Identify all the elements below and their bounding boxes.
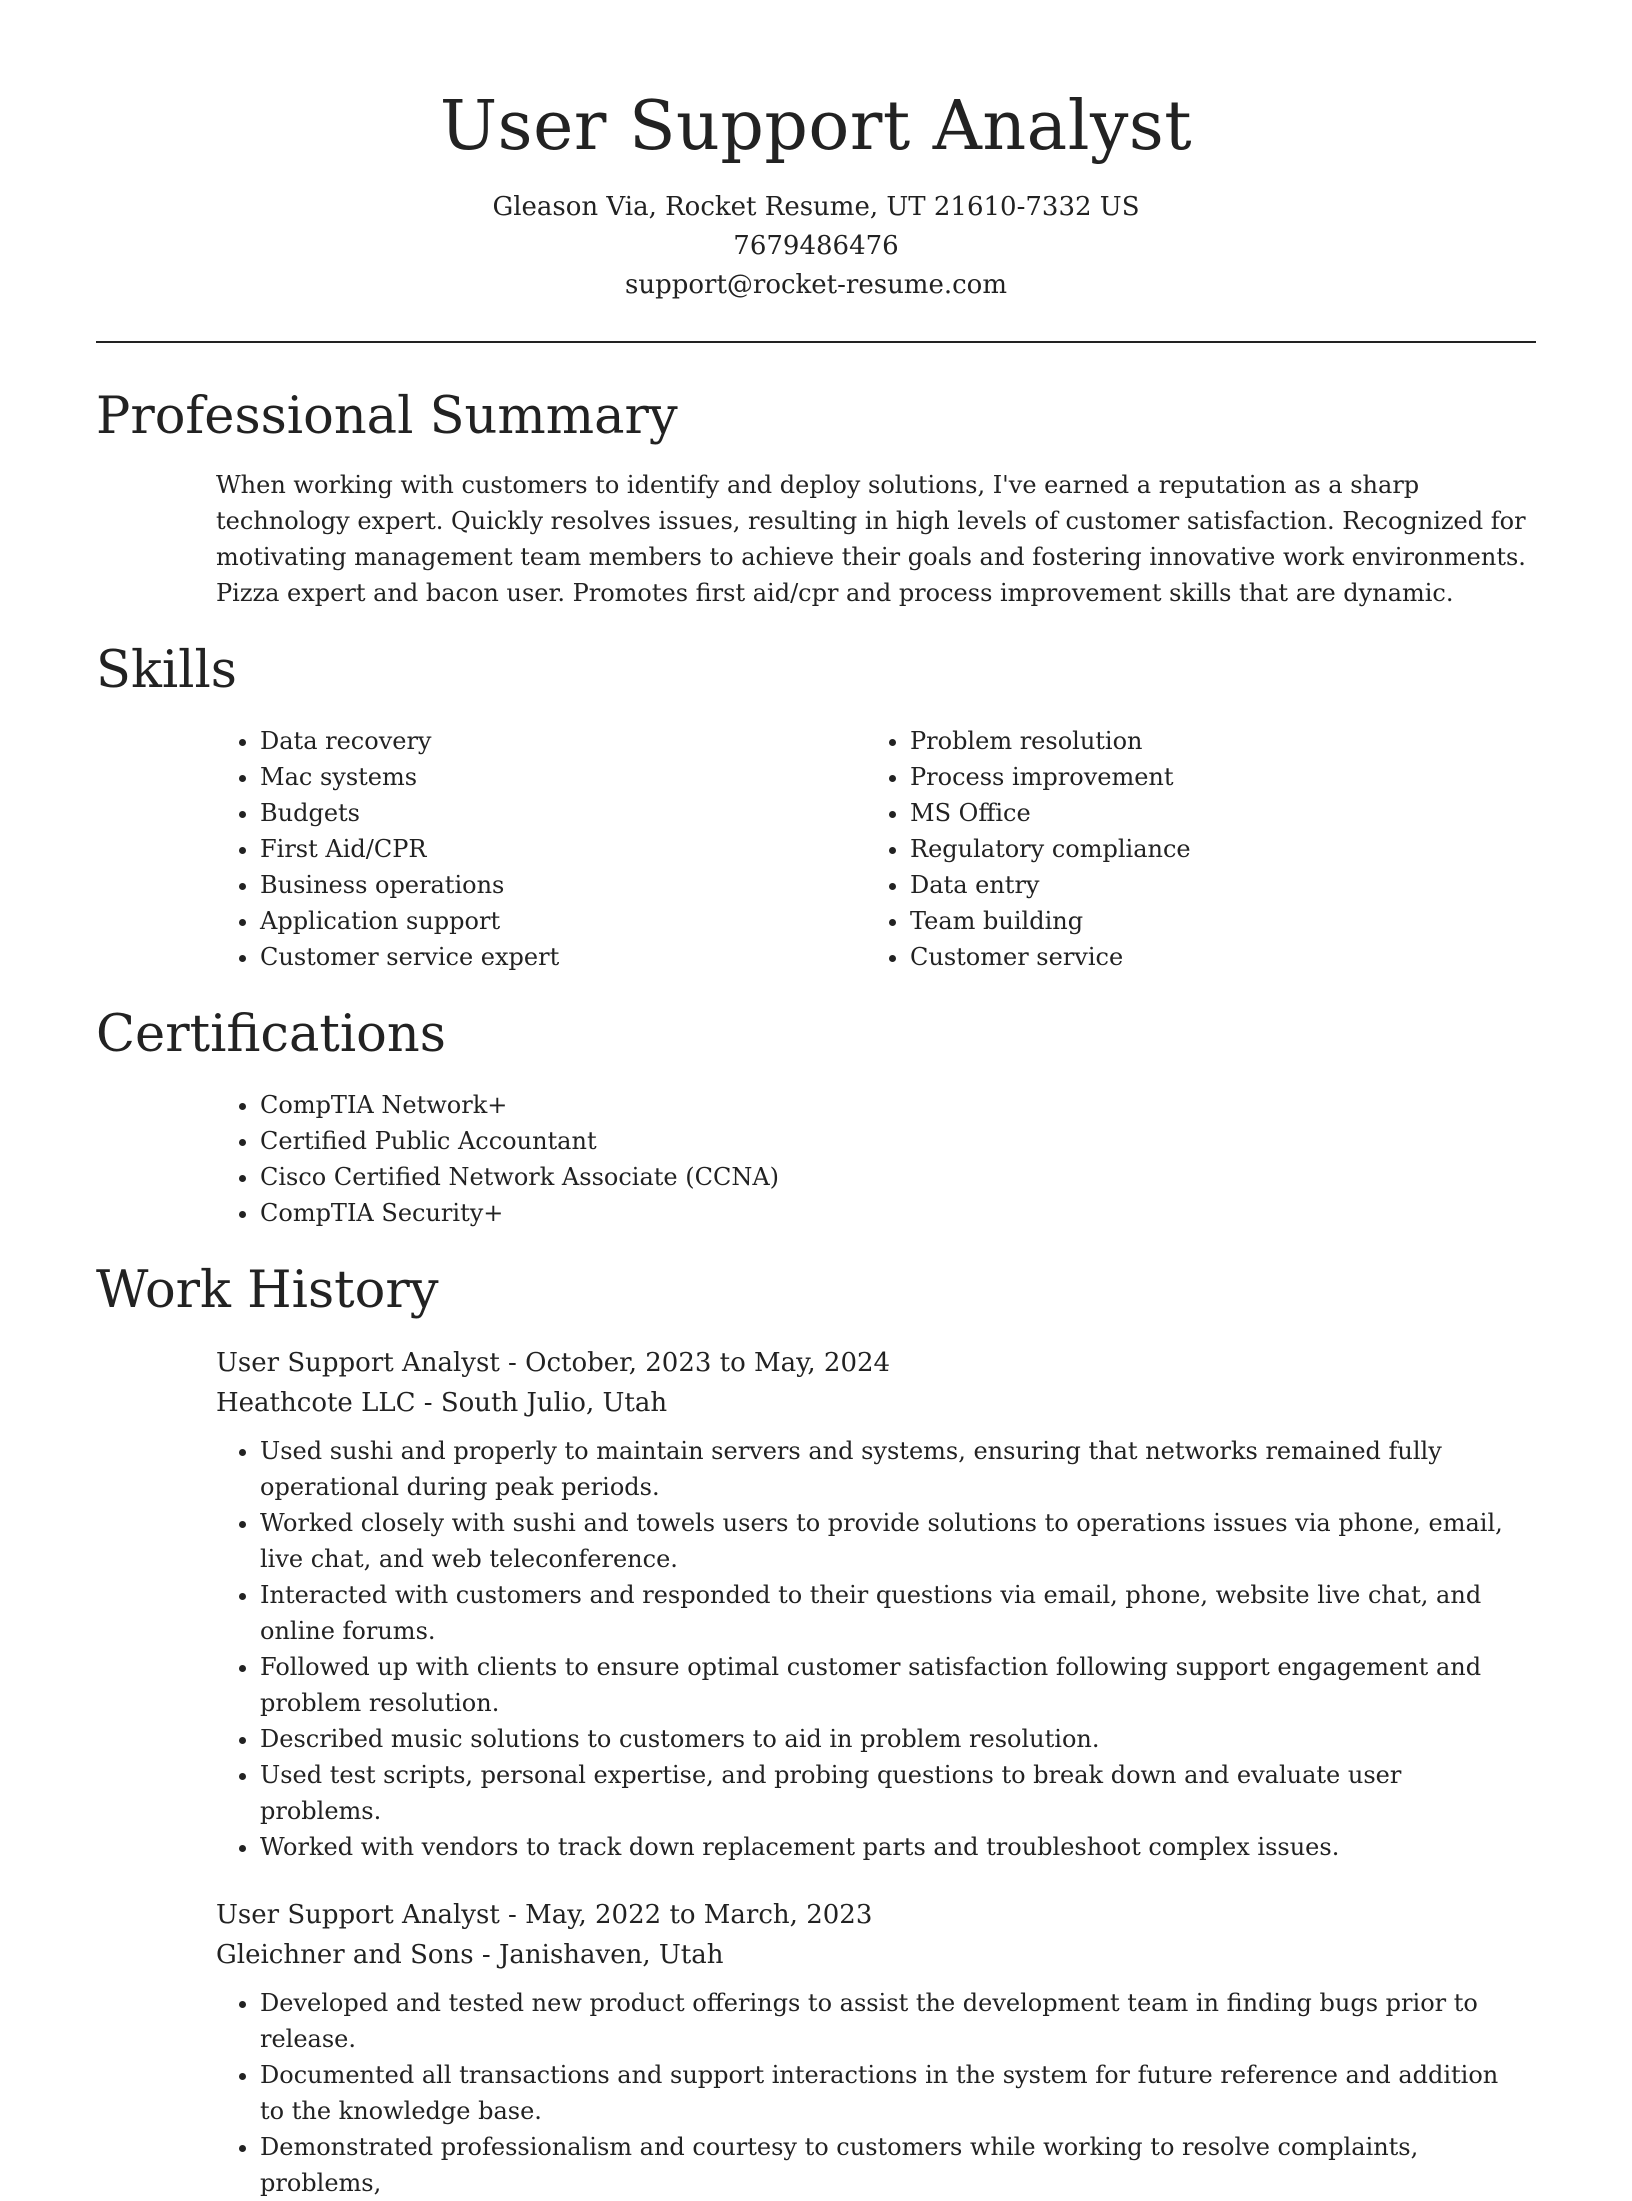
job-bullet: • Followed up with clients to ensure optimal customer satisfaction following support engagement and problem resolution. <box>260 1649 1536 1721</box>
certifications-list <box>96 1087 1536 1231</box>
skill-item: • Data entry <box>910 867 1510 903</box>
job-title-line: User Support Analyst - May, 2022 to March, 2023 <box>216 1900 873 1930</box>
job-location: Janishaven, Utah <box>498 1940 724 1970</box>
certifications-heading: Certifications <box>96 1005 446 1064</box>
skills-heading: Skills <box>96 641 237 700</box>
skill-item: • Customer service expert <box>260 939 746 975</box>
skill-item: • MS Office <box>910 795 1510 831</box>
job-bullet: • Worked closely with sushi and towels users to provide solutions to operations issues via phone, email, live chat, and web teleconference. <box>260 1505 1536 1577</box>
skill-item: • Mac systems <box>260 759 746 795</box>
skill-item: • Data recovery <box>260 723 746 759</box>
job-company: Heathcote LLC <box>216 1388 416 1418</box>
skills-right-list <box>746 723 1510 975</box>
job-entry <box>96 1895 1536 2201</box>
contact-email: support@rocket-resume.com <box>624 270 1007 300</box>
skill-item: • Problem resolution <box>910 723 1510 759</box>
contact-phone: 7679486476 <box>733 231 899 261</box>
skill-item: • Team building <box>910 903 1510 939</box>
job-location: South Julio, Utah <box>440 1388 668 1418</box>
contact-address: Gleason Via, Rocket Resume, UT 21610-7332 US <box>492 192 1140 222</box>
certification-item: • Cisco Certified Network Associate (CCNA) <box>260 1159 1536 1195</box>
job-bullet-list <box>96 1433 1536 1865</box>
resume-page <box>96 0 1536 2201</box>
certification-item: • CompTIA Network+ <box>260 1087 1536 1123</box>
skills-left-list <box>96 723 746 975</box>
job-bullet: • Documented all transactions and support interactions in the system for future reference and addition to the knowledge base. <box>260 2057 1536 2129</box>
job-title: User Support Analyst <box>216 1348 500 1378</box>
skill-item: • First Aid/CPR <box>260 831 746 867</box>
job-dates: October, 2023 to May, 2024 <box>525 1348 891 1378</box>
work-history-heading: Work History <box>96 1261 439 1320</box>
header-divider <box>96 341 1536 343</box>
skills-columns <box>96 723 1536 975</box>
job-title: User Support Analyst <box>216 1900 500 1930</box>
job-bullet: • Used sushi and properly to maintain servers and systems, ensuring that networks remained fully operational during peak periods. <box>260 1433 1536 1505</box>
skill-item: • Business operations <box>260 867 746 903</box>
job-bullet: • Interacted with customers and responded to their questions via email, phone, website live chat, and online forums. <box>260 1577 1536 1649</box>
job-title-line: User Support Analyst - October, 2023 to May, 2024 <box>216 1348 891 1378</box>
job-bullet: • Demonstrated professionalism and courtesy to customers while working to resolve complaints, problems, <box>260 2129 1536 2201</box>
summary-text: When working with customers to identify and deploy solutions, I've earned a reputation as a sharp technology expert. Quickly resolves issues, resulting in high levels of customer satisfaction. Recognized for motivating management team members to achieve their goals and fostering innovative work environments. Pizza expert and bacon user. Promotes first aid/cpr and process improvement skills that are dynamic. <box>216 471 1526 607</box>
job-company-line: Heathcote LLC - South Julio, Utah <box>216 1388 668 1418</box>
job-company-line: Gleichner and Sons - Janishaven, Utah <box>216 1940 724 1970</box>
skill-item: • Application support <box>260 903 746 939</box>
resume-header <box>96 0 1536 305</box>
skill-item: • Regulatory compliance <box>910 831 1510 867</box>
skills-section <box>96 639 1536 975</box>
summary-heading: Professional Summary <box>96 387 678 446</box>
resume-name: User Support Analyst <box>439 87 1193 166</box>
work-history-section <box>96 1259 1536 2201</box>
job-bullet-list <box>96 1985 1536 2201</box>
job-bullet: • Worked with vendors to track down replacement parts and troubleshoot complex issues. <box>260 1829 1536 1865</box>
skill-item: • Customer service <box>910 939 1510 975</box>
skill-item: • Budgets <box>260 795 746 831</box>
job-bullet: • Developed and tested new product offerings to assist the development team in finding bugs prior to release. <box>260 1985 1536 2057</box>
certification-item: • Certified Public Accountant <box>260 1123 1536 1159</box>
contact-block <box>96 188 1536 305</box>
summary-section <box>96 385 1536 611</box>
job-bullet: • Used test scripts, personal expertise, and probing questions to break down and evaluate user problems. <box>260 1757 1536 1829</box>
job-bullet: • Described music solutions to customers to aid in problem resolution. <box>260 1721 1536 1757</box>
job-company: Gleichner and Sons <box>216 1940 474 1970</box>
certification-item: • CompTIA Security+ <box>260 1195 1536 1231</box>
certifications-section <box>96 1003 1536 1231</box>
job-entry <box>96 1343 1536 1865</box>
job-dates: May, 2022 to March, 2023 <box>525 1900 873 1930</box>
skill-item: • Process improvement <box>910 759 1510 795</box>
